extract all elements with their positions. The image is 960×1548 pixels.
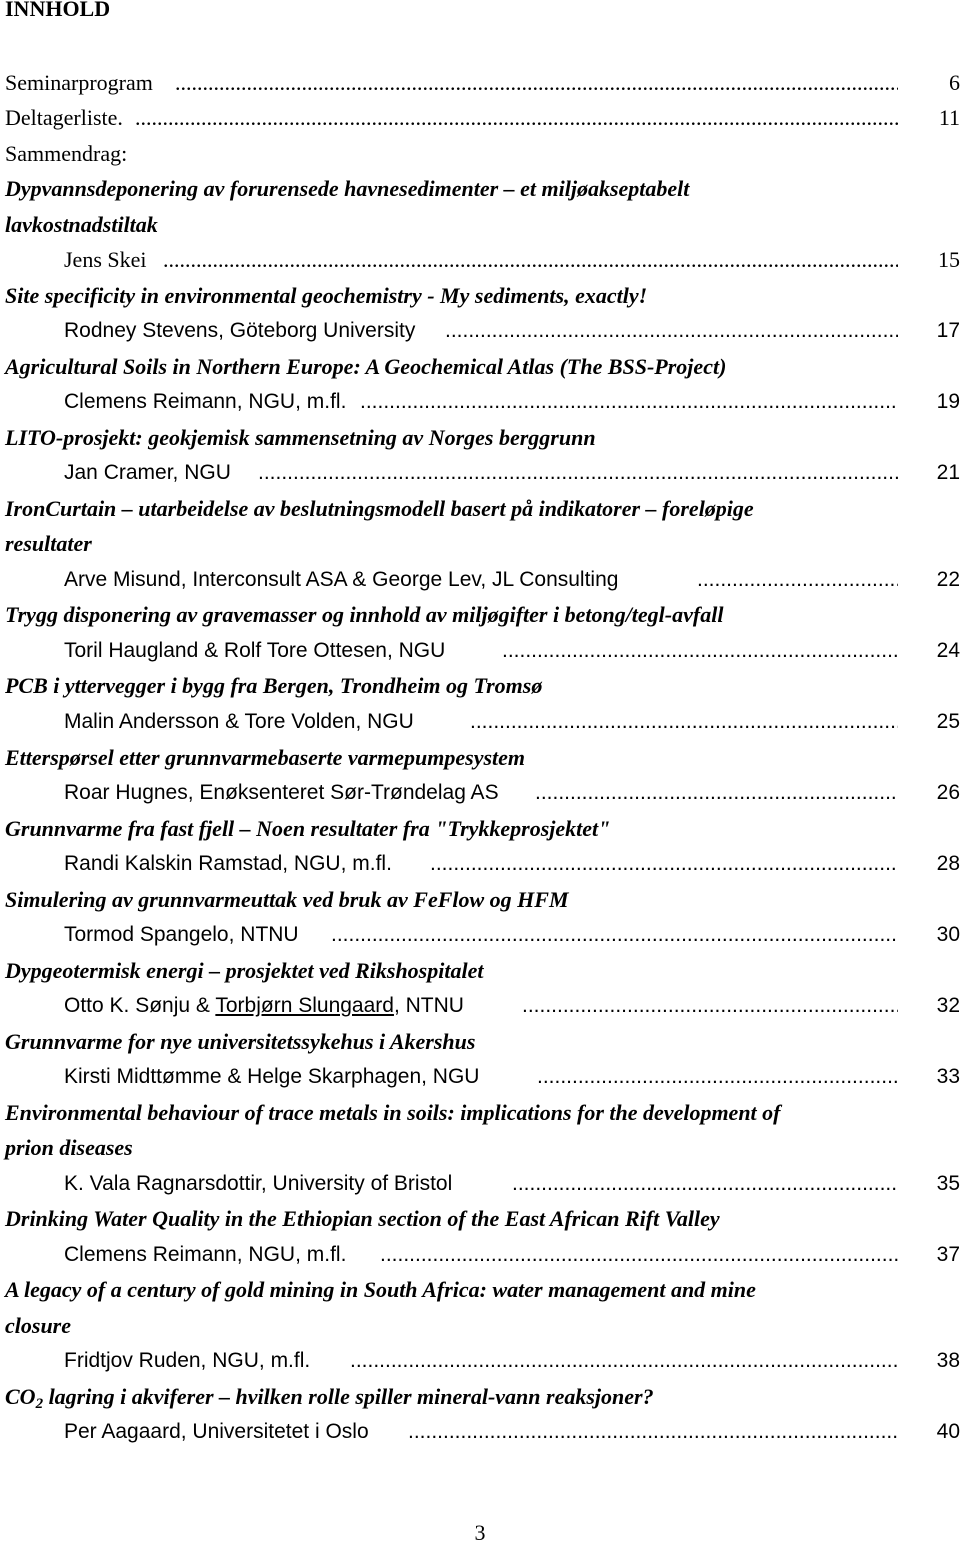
page-heading: INNHOLD [5, 0, 111, 21]
toc-page-number: 24 [936, 639, 960, 662]
toc-page-number: 19 [936, 390, 960, 413]
entry-title-text: lavkostnadstiltak [5, 212, 158, 237]
toc-page-number: 21 [936, 461, 960, 484]
toc-entry-title[interactable] [0, 349, 960, 385]
title-part: lagring i akviferer – hvilken rolle spiller mineral-vann reaksjoner? [43, 1384, 654, 1409]
entry-author-text: Randi Kalskin Ramstad, NGU, m.fl. [64, 852, 392, 875]
leader-dots [445, 313, 898, 349]
toc-entry-author[interactable] [0, 455, 960, 491]
toc-page-number: 37 [936, 1243, 960, 1266]
author-name-underlined: Torbjørn Slungaard [215, 994, 394, 1017]
toc-page-number: 30 [936, 923, 960, 946]
toc-page-number: 11 [938, 105, 960, 130]
toc-entry-author[interactable] [0, 1237, 960, 1273]
leader-dots [350, 1343, 898, 1379]
toc-entry-author[interactable] [0, 846, 960, 882]
toc-entry-label: Seminarprogram [5, 70, 153, 95]
toc-page-number: 6 [949, 70, 960, 95]
entry-title-text: Etterspørsel etter grunnvarmebaserte varmepumpesystem [5, 745, 526, 770]
entry-author-text: Rodney Stevens, Göteborg University [64, 319, 416, 342]
entry-author-text: K. Vala Ragnarsdottir, University of Bristol [64, 1172, 453, 1195]
toc-entry-author[interactable] [0, 775, 960, 811]
author-affiliation: , NTNU [393, 994, 464, 1017]
entry-author-text: Arve Misund, Interconsult ASA & George Lev, JL Consulting [64, 568, 619, 591]
toc-entry-title[interactable] [0, 1095, 960, 1131]
toc-entry-title-cont[interactable] [0, 1130, 960, 1166]
toc-entry-author[interactable] [0, 704, 960, 740]
toc-entry-title[interactable] [0, 1379, 960, 1415]
leader-dots [470, 704, 898, 740]
entry-title-text: Grunnvarme fra fast fjell – Noen resultater fra "Trykkeprosjektet" [5, 816, 611, 841]
leader-dots [535, 775, 898, 811]
entry-author-text: Per Aagaard, Universitetet i Oslo [64, 1420, 369, 1443]
toc-entry-title[interactable] [0, 882, 960, 918]
title-part: CO [5, 1384, 36, 1409]
toc-page-number: 32 [936, 994, 960, 1017]
toc-entry-title[interactable] [0, 278, 960, 314]
toc-page-number: 28 [936, 852, 960, 875]
entry-author-text: Malin Andersson & Tore Volden, NGU [64, 710, 414, 733]
toc-page-number: 25 [936, 710, 960, 733]
toc-entry-author[interactable] [0, 1343, 960, 1379]
toc-page-number: 22 [936, 568, 960, 591]
toc-page-number: 40 [936, 1420, 960, 1443]
leader-dots [408, 1414, 898, 1450]
leader-dots [360, 384, 898, 420]
entry-title-text: resultater [5, 531, 92, 556]
leader-dots [502, 633, 898, 669]
entry-author-text: Jan Cramer, NGU [64, 461, 231, 484]
leader-dots [175, 65, 898, 101]
toc-page-number: 35 [936, 1172, 960, 1195]
entry-title-text: Environmental behaviour of trace metals in soils: implications for the development of [5, 1100, 781, 1125]
toc-entry-title-cont[interactable] [0, 1308, 960, 1344]
toc-entry-title[interactable] [0, 811, 960, 847]
toc-entry-author[interactable] [0, 633, 960, 669]
entry-author-text: Tormod Spangelo, NTNU [64, 923, 299, 946]
toc-page-number: 17 [936, 319, 960, 342]
leader-dots [258, 455, 898, 491]
entry-title-text: Drinking Water Quality in the Ethiopian section of the East African Rift Valley [5, 1206, 720, 1231]
toc-entry-title-cont[interactable] [0, 526, 960, 562]
leader-dots [512, 1166, 898, 1202]
toc-entry-title[interactable] [0, 668, 960, 704]
leader-dots [163, 242, 898, 278]
entry-title-text: Trygg disponering av gravemasser og innhold av miljøgifter i betong/tegl-avfall [5, 602, 724, 627]
leader-dots [537, 1059, 898, 1095]
toc-entry-seminarprogram[interactable] [0, 65, 960, 101]
toc-section-sammendrag [0, 136, 960, 172]
toc-entry-author[interactable] [0, 242, 960, 278]
toc-page-number: 15 [938, 247, 960, 272]
toc-entry-author[interactable] [0, 1414, 960, 1450]
entry-author-text: Roar Hugnes, Enøksenteret Sør-Trøndelag AS [64, 781, 499, 804]
entry-title-text: IronCurtain – utarbeidelse av beslutningsmodell basert på indikatorer – foreløpige [5, 496, 754, 521]
entry-title-text: Grunnvarme for nye universitetssykehus i Akershus [5, 1029, 476, 1054]
toc-entry-author[interactable] [0, 917, 960, 953]
entry-title-text: Simulering av grunnvarmeuttak ved bruk av FeFlow og HFM [5, 887, 569, 912]
author-name: Otto K. Sønju & [64, 994, 216, 1017]
toc-entry-title[interactable] [0, 953, 960, 989]
toc-entry-author[interactable] [0, 313, 960, 349]
toc-page-number: 33 [936, 1065, 960, 1088]
toc-entry-title[interactable] [0, 420, 960, 456]
entry-author-text: Clemens Reimann, NGU, m.fl. [64, 1243, 347, 1266]
toc-entry-label: Deltagerliste. [5, 105, 123, 130]
entry-author-text: Jens Skei [64, 247, 147, 272]
toc-entry-title[interactable] [0, 597, 960, 633]
leader-dots [697, 562, 898, 598]
toc-entry-title[interactable] [0, 491, 960, 527]
toc-entry-title[interactable] [0, 1272, 960, 1308]
entry-title-text: Dypvannsdeponering av forurensede havnesedimenter – et miljøakseptabelt [5, 176, 690, 201]
entry-title-text: Dypgeotermisk energi – prosjektet ved Rikshospitalet [5, 958, 484, 983]
toc-page-number: 38 [936, 1349, 960, 1372]
toc-entry-title[interactable] [0, 1024, 960, 1060]
toc-entry-title[interactable] [0, 171, 960, 207]
toc-entry-title[interactable] [0, 740, 960, 776]
entry-title-text: Agricultural Soils in Northern Europe: A Geochemical Atlas (The BSS-Project) [5, 354, 727, 379]
entry-title-text: LITO-prosjekt: geokjemisk sammensetning av Norges berggrunn [5, 425, 596, 450]
entry-title-text: A legacy of a century of gold mining in South Africa: water management and mine [5, 1277, 756, 1302]
entry-author-text: Fridtjov Ruden, NGU, m.fl. [64, 1349, 311, 1372]
entry-title-text [5, 1379, 654, 1415]
toc-entry-author[interactable] [0, 384, 960, 420]
entry-author-text: Toril Haugland & Rolf Tore Ottesen, NGU [64, 639, 446, 662]
toc-entry-author[interactable] [0, 1166, 960, 1202]
leader-dots [380, 1237, 898, 1273]
leader-dots [331, 917, 898, 953]
page-number: 3 [474, 1520, 486, 1545]
toc-entry-title[interactable] [0, 1201, 960, 1237]
entry-title-text: Site specificity in environmental geochemistry - My sediments, exactly! [5, 283, 648, 308]
toc-entry-author[interactable] [0, 562, 960, 598]
toc-entry-author[interactable] [0, 988, 960, 1024]
entry-author-text: Clemens Reimann, NGU, m.fl. [64, 390, 347, 413]
section-label: Sammendrag: [5, 141, 128, 166]
entry-title-text: prion diseases [5, 1135, 133, 1160]
leader-dots [430, 846, 898, 882]
leader-dots [522, 988, 898, 1024]
toc-entry-title-cont[interactable] [0, 207, 960, 243]
toc-entry-deltagerliste[interactable] [0, 100, 960, 136]
toc-entry-author[interactable] [0, 1059, 960, 1095]
leader-dots [135, 100, 898, 136]
entry-title-text: PCB i yttervegger i bygg fra Bergen, Trondheim og Tromsø [5, 673, 543, 698]
entry-author-text [64, 988, 464, 1024]
title-subscript: 2 [35, 1396, 44, 1412]
toc-page-number: 26 [936, 781, 960, 804]
entry-author-text: Kirsti Midttømme & Helge Skarphagen, NGU [64, 1065, 480, 1088]
entry-title-text: closure [5, 1313, 71, 1338]
